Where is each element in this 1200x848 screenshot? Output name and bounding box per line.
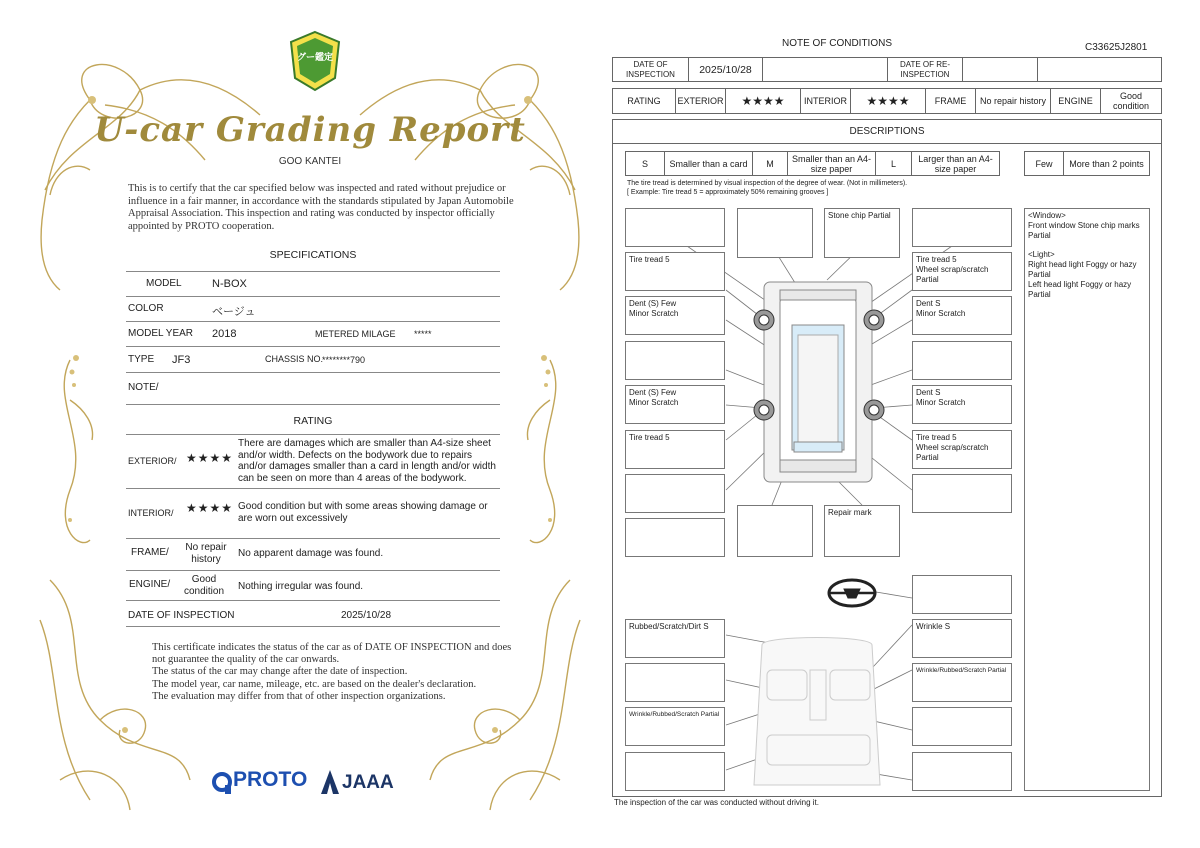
window-heading: <Window>	[1028, 211, 1066, 220]
certificate-footer: This certificate indicates the status of the car as of DATE OF INSPECTION and does not guarantee the quality of the car onwards. The status of the car may change after the date of inspection. The model year, car name, mileage, etc. are based on the dealer's declaration. The evaluation may differ from that of other inspection organizations.	[152, 642, 512, 702]
color-label: COLOR	[128, 303, 164, 314]
note-box-interior-right-rear	[912, 752, 1012, 791]
mileage-value: *****	[414, 329, 432, 339]
engine-label: ENGINE	[1050, 88, 1101, 114]
interior-description: Good condition but with some areas showing damage or are worn out excessively	[238, 501, 488, 524]
legend-few-desc: More than 2 points	[1063, 151, 1150, 176]
steering-wheel-icon	[829, 580, 875, 606]
color-value: ベージュ	[212, 306, 256, 318]
side-notes	[1024, 208, 1150, 791]
note-label: NOTE/	[128, 382, 159, 393]
legend-m: M	[752, 151, 788, 176]
jaaa-logo-icon	[319, 769, 341, 795]
engine-value: Good condition	[1100, 88, 1162, 114]
exterior-label: EXTERIOR	[675, 88, 726, 114]
note-box-rear-center-left	[737, 505, 813, 557]
date-of-inspection-label: DATE OF INSPECTION	[612, 57, 689, 82]
rating-label: RATING	[612, 88, 676, 114]
note-box-left-tire-rear: Tire tread 5	[625, 430, 725, 469]
tire-note-1: The tire tread is determined by visual inspection of the degree of wear. (Not in millimeters).	[627, 180, 908, 187]
date-of-inspection-value: 2025/10/28	[341, 610, 392, 621]
note-box-steering	[912, 575, 1012, 614]
engine-label: ENGINE/	[129, 579, 171, 590]
jaaa-logo: JAAA	[342, 772, 394, 793]
note-box-right-tire-front: Tire tread 5 Wheel scrap/scratch Partial	[912, 252, 1012, 291]
specifications-heading: SPECIFICATIONS	[269, 249, 357, 261]
frame-label: FRAME/	[131, 547, 169, 558]
proto-logo-icon	[211, 771, 233, 795]
note-box-interior-left-seat: Wrinkle/Rubbed/Scratch Partial	[625, 707, 725, 746]
legend-few: Few	[1024, 151, 1064, 176]
note-box-left-front-door: Dent (S) Few Minor Scratch	[625, 296, 725, 335]
legend-l-desc: Larger than an A4-size paper	[911, 151, 1000, 176]
note-box-right-tire-rear: Tire tread 5 Wheel scrap/scratch Partial	[912, 430, 1012, 469]
note-box-rear-right-side	[912, 474, 1012, 513]
note-box-left-rear-door: Dent (S) Few Minor Scratch	[625, 385, 725, 424]
frame-label: FRAME	[925, 88, 976, 114]
model-value: N-BOX	[212, 278, 247, 290]
note-box-front-center-left	[737, 208, 813, 258]
reinspection-value	[962, 57, 1038, 82]
report-id: C33625J2801	[1085, 42, 1148, 53]
frame-value: No repair history	[185, 542, 227, 565]
mileage-label: METERED MILAGE	[315, 329, 396, 339]
legend-m-desc: Smaller than an A4-size paper	[787, 151, 876, 176]
type-label: TYPE	[128, 354, 155, 365]
blank-cell	[762, 57, 888, 82]
exterior-stars: ★★★★	[186, 451, 234, 465]
chassis-value: ********790	[322, 355, 366, 365]
legend-l: L	[875, 151, 912, 176]
date-of-inspection-value: 2025/10/28	[688, 57, 763, 82]
engine-description: Nothing irregular was found.	[238, 581, 364, 592]
note-box-front-left	[625, 208, 725, 247]
date-of-inspection-label: DATE OF INSPECTION	[128, 610, 235, 621]
tire-note-2: [ Example: Tire tread 5 = approximately 50% remaining grooves ]	[627, 189, 829, 196]
grading-certificate	[30, 20, 590, 835]
model-year-value: 2018	[212, 328, 237, 340]
frame-description: No apparent damage was found.	[238, 548, 384, 559]
note-box-front-right	[912, 208, 1012, 247]
note-box-right-rear-door: Dent S Minor Scratch	[912, 385, 1012, 424]
rating-heading: RATING	[293, 415, 333, 427]
exterior-stars: ★★★★	[725, 88, 801, 114]
type-value: JF3	[172, 354, 191, 366]
engine-value: Good condition	[183, 574, 225, 597]
conditions-title: NOTE OF CONDITIONS	[782, 38, 892, 49]
exterior-description: There are damages which are smaller than A4-size sheet and/or width. Defects on the bodywork due to repairs and/or damages smaller than a card in length and/or width can be seen on more than 4 areas of the bodywork.	[238, 438, 496, 484]
certificate-title: U-car Grading Report	[94, 110, 526, 150]
interior-stars: ★★★★	[186, 501, 234, 515]
frame-value: No repair history	[975, 88, 1051, 114]
certificate-intro: This is to certify that the car specified below was inspected and rated without prejudice or influence in a fair manner, in accordance with the standards stipulated by Japan Automobile Appraisal Association. This inspection and rating was conducted by inspector officially appointed by PROTO cooperation.	[128, 183, 514, 232]
note-box-right-mid	[912, 341, 1012, 380]
note-box-interior-left-front	[625, 663, 725, 702]
interior-label: INTERIOR/	[128, 508, 174, 518]
note-box-interior-right-mid	[912, 707, 1012, 746]
certificate-subtitle: GOO KANTEI	[278, 156, 342, 167]
date-of-reinspection-label: DATE OF RE-INSPECTION	[887, 57, 963, 82]
light-note-2: Left head light Foggy or hazy Partial	[1028, 280, 1132, 299]
blank-cell	[1037, 57, 1162, 82]
note-box-rear-left	[625, 474, 725, 513]
note-box-interior-left-rear	[625, 752, 725, 791]
interior-label: INTERIOR	[800, 88, 851, 114]
legend-s: S	[625, 151, 665, 176]
descriptions-heading: DESCRIPTIONS	[612, 119, 1162, 144]
proto-logo: PROTO	[233, 768, 308, 791]
note-box-left-mid	[625, 341, 725, 380]
legend-s-desc: Smaller than a card	[664, 151, 753, 176]
badge-label: グー鑑定	[296, 52, 333, 62]
note-box-interior-right-top: Wrinkle S	[912, 619, 1012, 658]
model-label: MODEL	[146, 278, 182, 289]
note-box-interior-right-seat: Wrinkle/Rubbed/Scratch Partial	[912, 663, 1012, 702]
note-box-rear-bottom-left	[625, 518, 725, 557]
model-year-label: MODEL YEAR	[128, 328, 194, 339]
conditions-footer: The inspection of the car was conducted without driving it.	[614, 798, 819, 807]
note-box-left-tire-front: Tire tread 5	[625, 252, 725, 291]
exterior-label: EXTERIOR/	[128, 456, 177, 466]
note-box-roof-right: Stone chip Partial	[824, 208, 900, 258]
light-note-1: Right head light Foggy or hazy Partial	[1028, 260, 1137, 279]
interior-stars: ★★★★	[850, 88, 926, 114]
note-box-right-front-door: Dent S Minor Scratch	[912, 296, 1012, 335]
note-box-interior-dash: Rubbed/Scratch/Dirt S	[625, 619, 725, 658]
light-heading: <Light>	[1028, 250, 1055, 259]
note-box-rear-repair: Repair mark	[824, 505, 900, 557]
window-note-1: Front window Stone chip marks Partial	[1028, 221, 1140, 240]
chassis-label: CHASSIS NO.	[265, 354, 324, 364]
